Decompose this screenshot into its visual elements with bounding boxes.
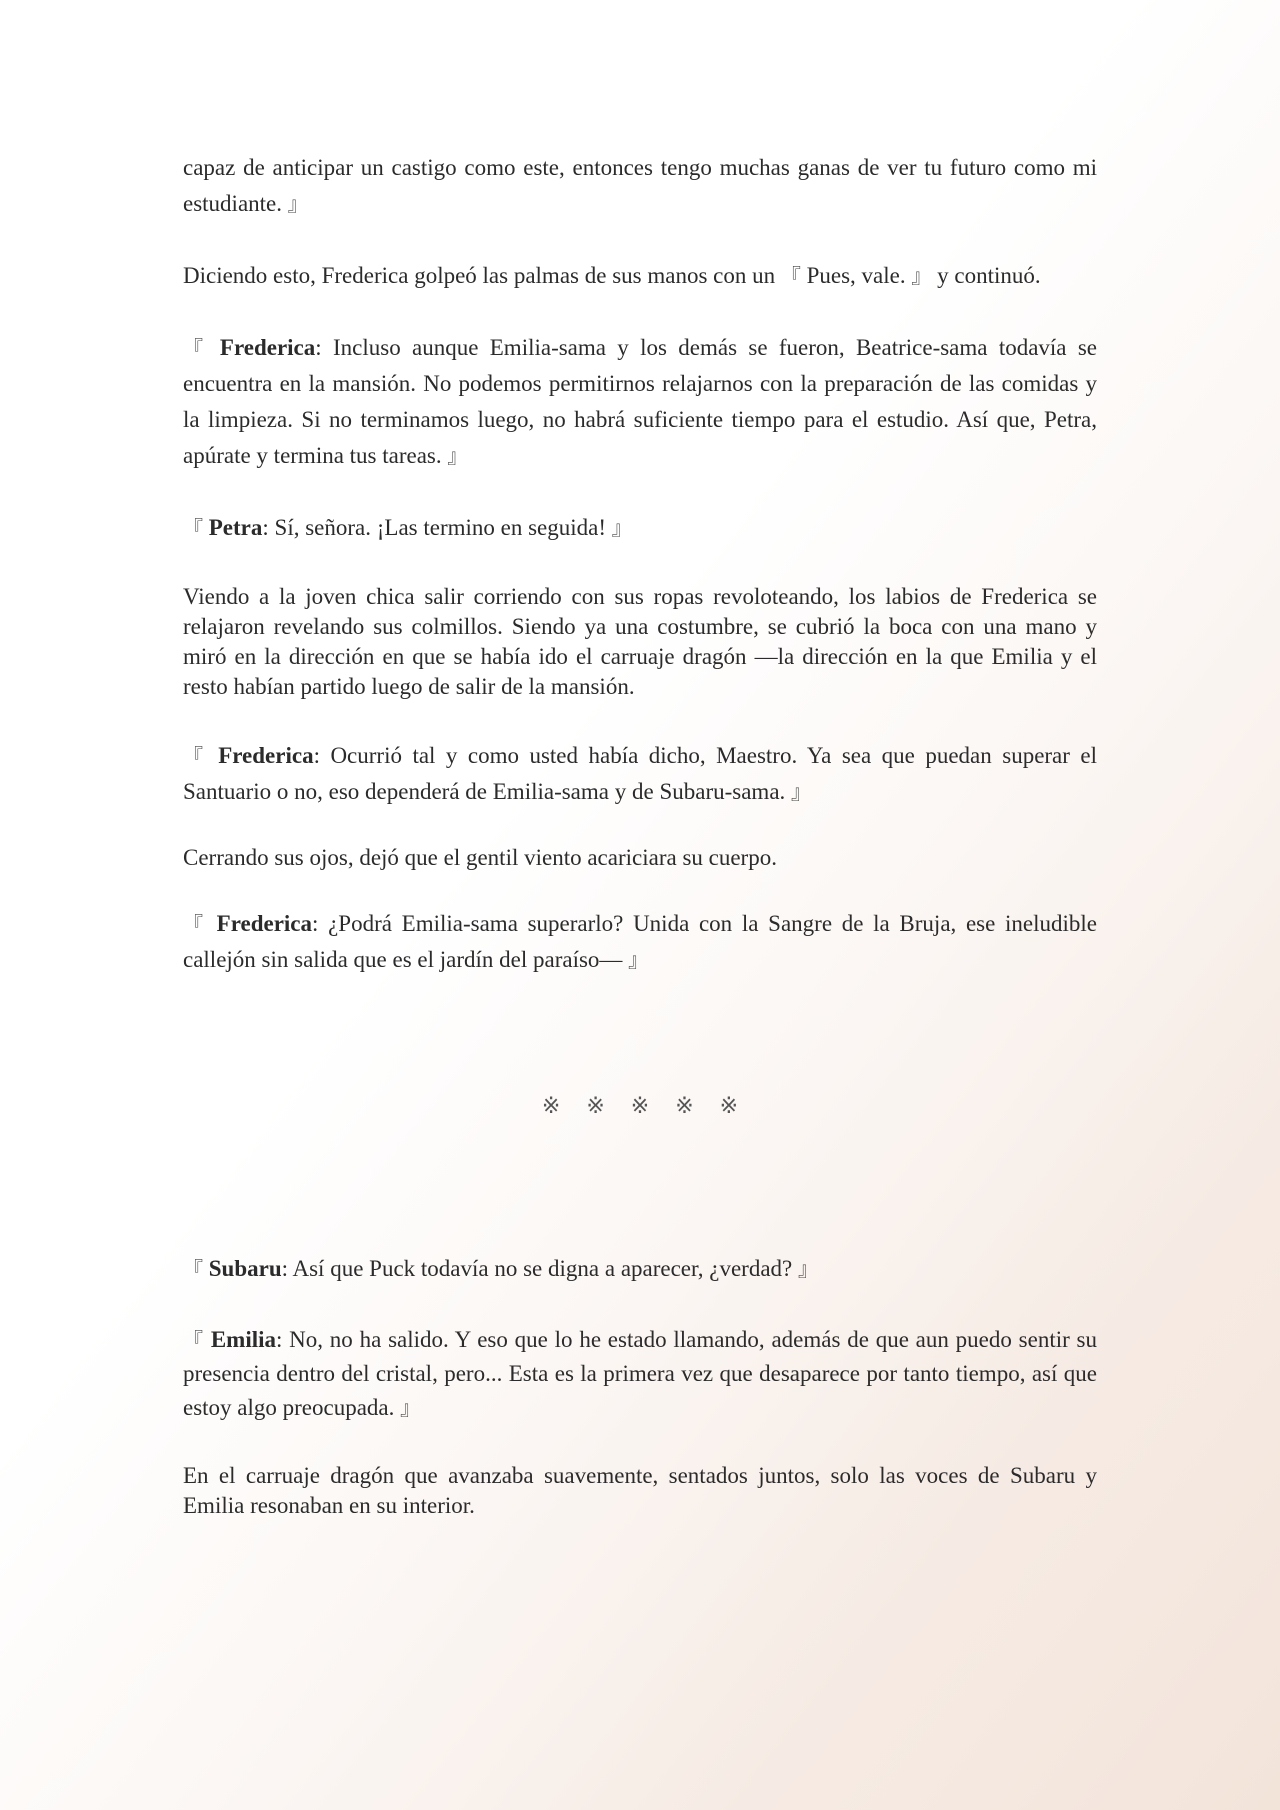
close-bracket: 』 [798, 1257, 819, 1281]
paragraph-2: Diciendo esto, Frederica golpeó las palmas de sus manos con un 『 Pues, vale. 』 y continuó. [183, 263, 1041, 288]
close-bracket: 』 [791, 780, 812, 804]
divider-symbol: ※ [541, 1094, 587, 1119]
speaker-name: Frederica [219, 335, 316, 360]
open-bracket: 『 [183, 912, 207, 936]
document-page [183, 150, 1097, 1521]
open-bracket: 『 [183, 336, 209, 360]
open-bracket: 『 [183, 516, 203, 540]
dialogue-frederica-3: 『 Frederica: ¿Podrá Emilia-sama superarlo? Unida con la Sangre de la Bruja, ese ineludible callejón sin salida que es el jardín del paraíso— 』 [183, 911, 1098, 972]
paragraph-11: En el carruaje dragón que avanzaba suavemente, sentados juntos, solo las voces de Subaru y Emilia resonaban en su interior. [183, 1463, 1097, 1518]
open-bracket: 『 [183, 1328, 205, 1352]
speaker-name: Frederica [218, 743, 314, 768]
close-bracket: 』 [628, 948, 649, 972]
close-bracket: 』 [400, 1396, 421, 1420]
section-divider [183, 1094, 1097, 1119]
open-bracket: 『 [183, 744, 208, 768]
paragraph-7: Cerrando sus ojos, dejó que el gentil viento acariciara su cuerpo. [183, 845, 777, 870]
dialogue-subaru: 『 Subaru: Así que Puck todavía no se digna a aparecer, ¿verdad? 』 [183, 1256, 819, 1281]
divider-symbol: ※ [630, 1094, 676, 1119]
paragraph-5: Viendo a la joven chica salir corriendo con sus ropas revoloteando, los labios de Frederica se relajaron revelando sus colmillos. Siendo ya una costumbre, se cubrió la boca con una mano y miró en la dirección en que se había ido el carruaje dragón —la dirección en la que Emilia y el resto habían partido luego de salir de la mansión. [183, 584, 1097, 699]
divider-symbol: ※ [719, 1094, 765, 1119]
close-bracket: 』 [447, 444, 468, 468]
close-bracket: 』 [911, 264, 932, 288]
speaker-name: Frederica [216, 911, 313, 936]
paragraph-1: capaz de anticipar un castigo como este, entonces tengo muchas ganas de ver tu futuro como mi estudiante. 』 [183, 155, 1097, 216]
dialogue-frederica-2: 『 Frederica: Ocurrió tal y como usted había dicho, Maestro. Ya sea que puedan superar el Santuario o no, eso dependerá de Emilia-sama y de Subaru-sama. 』 [183, 743, 1098, 804]
dialogue-frederica-1: 『 Frederica: Incluso aunque Emilia-sama y los demás se fueron, Beatrice-sama todavía se encuentra en la mansión. No podemos permitirnos relajarnos con la preparación de las comidas y la limpieza. Si no terminamos luego, no habrá suficiente tiempo para el estudio. Así que, Petra, apúrate y termina tus tareas. 』 [183, 335, 1097, 468]
open-bracket: 『 [183, 1257, 203, 1281]
divider-symbol: ※ [586, 1094, 631, 1119]
speaker-name: Subaru [208, 1256, 282, 1281]
dialogue-emilia: 『 Emilia: No, no ha salido. Y eso que lo he estado llamando, además de que aun puedo sentir su presencia dentro del cristal, pero... Esta es la primera vez que desaparece por tanto tiempo, así que estoy algo preocupada. 』 [183, 1327, 1097, 1420]
open-bracket: 『 [780, 264, 801, 288]
dialogue-petra: 『 Petra: Sí, señora. ¡Las termino en seguida! 』 [183, 515, 632, 540]
close-bracket: 』 [287, 192, 308, 216]
close-bracket: 』 [611, 516, 632, 540]
speaker-name: Emilia [210, 1327, 276, 1352]
divider-symbol: ※ [675, 1094, 720, 1119]
speaker-name: Petra [208, 515, 263, 540]
